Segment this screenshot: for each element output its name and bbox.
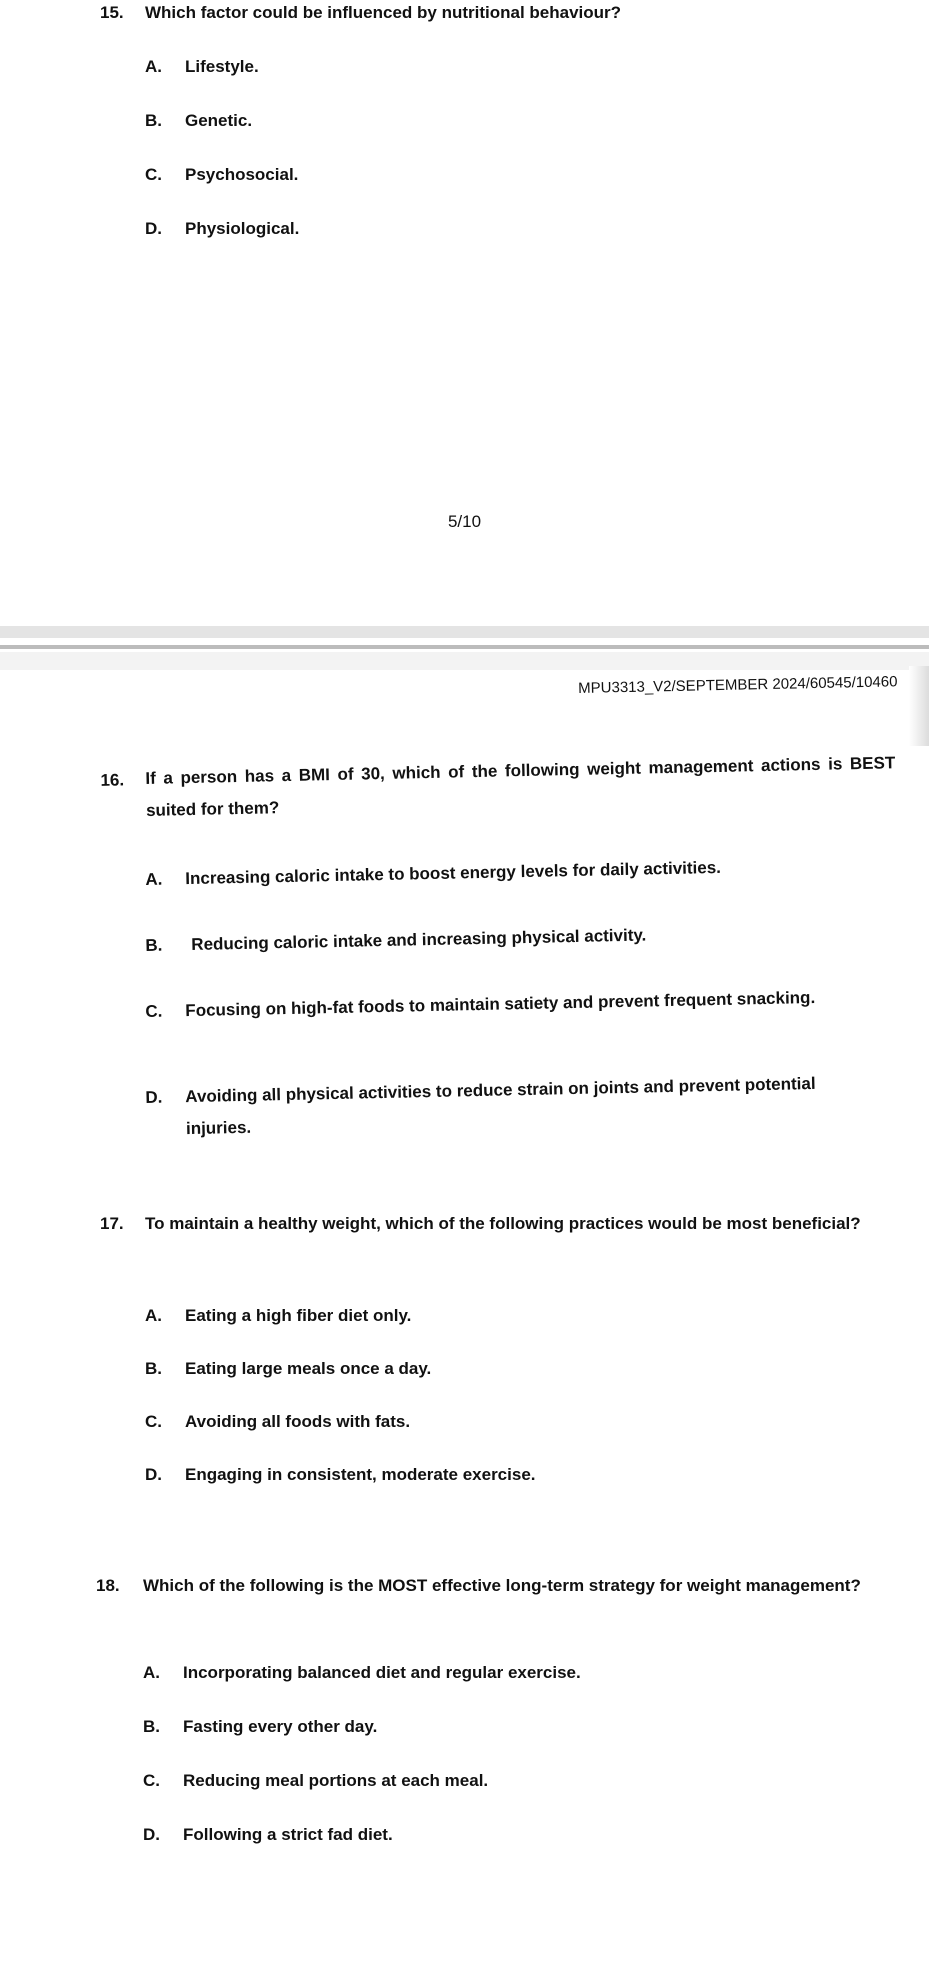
question-text: Which factor could be influenced by nutritional behaviour? xyxy=(145,3,622,22)
page-divider-shadow xyxy=(0,652,929,670)
option-text: Following a strict fad diet. xyxy=(183,1825,393,1844)
option-letter: A. xyxy=(145,869,163,889)
option-text: Lifestyle. xyxy=(185,57,259,76)
option-text: Avoiding all physical activities to reduce strain on joints and prevent potential injuries. xyxy=(185,1073,816,1139)
option-text: Eating a high fiber diet only. xyxy=(185,1306,412,1325)
option-text: Fasting every other day. xyxy=(183,1717,378,1736)
question-number: 17. xyxy=(100,1214,124,1233)
option-text: Incorporating balanced diet and regular exercise. xyxy=(183,1663,581,1682)
exam-page-top xyxy=(0,0,929,640)
question-number: 15. xyxy=(100,3,124,22)
page-number: 5/10 xyxy=(447,512,482,531)
option-letter: B. xyxy=(145,111,162,130)
option-letter: A. xyxy=(145,57,162,76)
option-letter: C. xyxy=(143,1771,160,1790)
option-letter: D. xyxy=(143,1825,160,1844)
question-text: Which of the following is the MOST effective long-term strategy for weight management? xyxy=(143,1576,861,1595)
option-text: Psychosocial. xyxy=(185,165,299,184)
option-text: Physiological. xyxy=(185,219,300,238)
option-text: Eating large meals once a day. xyxy=(185,1359,432,1378)
option-letter: D. xyxy=(145,1087,163,1107)
option-letter: B. xyxy=(145,935,163,955)
option-text: Reducing caloric intake and increasing physical activity. xyxy=(191,925,647,955)
option-letter: C. xyxy=(145,1001,163,1021)
question-number: 18. xyxy=(96,1576,120,1595)
page-divider xyxy=(0,626,929,638)
option-text: Focusing on high-fat foods to maintain satiety and prevent frequent snacking. xyxy=(185,987,816,1021)
option-text: Genetic. xyxy=(185,111,253,130)
option-text: Increasing caloric intake to boost energy levels for daily activities. xyxy=(185,857,722,889)
option-letter: A. xyxy=(145,1306,162,1325)
question-number: 16. xyxy=(100,770,125,790)
page-divider-line xyxy=(0,645,929,649)
option-letter: B. xyxy=(145,1359,162,1378)
question-text: If a person has a BMI of 30, which of the following weight management actions is BEST suited for them? xyxy=(145,753,896,820)
option-letter: A. xyxy=(143,1663,160,1682)
option-letter: C. xyxy=(145,1412,162,1431)
option-letter: D. xyxy=(145,1465,162,1484)
option-letter: D. xyxy=(145,219,162,238)
option-text: Engaging in consistent, moderate exercise. xyxy=(185,1465,536,1484)
course-code: MPU3313_V2/SEPTEMBER 2024/60545/10460 xyxy=(578,673,898,697)
page-corner-shadow xyxy=(909,666,929,746)
question-text: To maintain a healthy weight, which of the following practices would be most beneficial? xyxy=(145,1214,861,1233)
option-text: Reducing meal portions at each meal. xyxy=(183,1771,489,1790)
option-letter: C. xyxy=(145,165,162,184)
option-text: Avoiding all foods with fats. xyxy=(185,1412,411,1431)
option-letter: B. xyxy=(143,1717,160,1736)
